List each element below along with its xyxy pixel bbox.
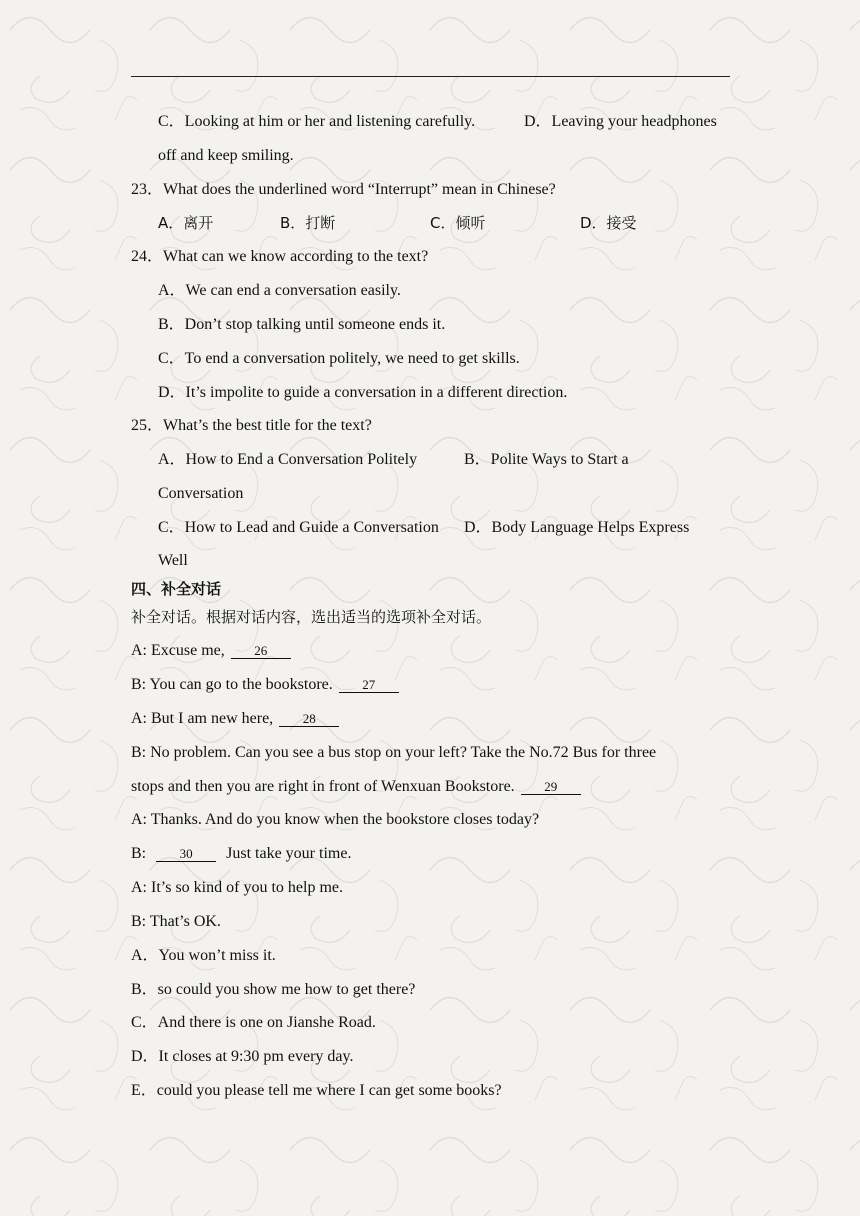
dialogue-text: A: Thanks. And do you know when the bookstore closes today?: [131, 811, 540, 828]
q24-option-c: C．To end a conversation politely, we need to get skills.: [158, 350, 520, 367]
q23-option-c: C．倾听: [430, 214, 486, 232]
header-rule: [131, 76, 730, 77]
dialogue-line: [131, 878, 343, 898]
q24-stem: 24．What can we know according to the text?: [131, 248, 429, 265]
dialogue-line: [131, 912, 221, 932]
dialogue-text: A: Excuse me,: [131, 642, 225, 659]
q24-option-b: B．Don’t stop talking until someone ends it.: [158, 316, 446, 333]
q22-option-d: D．Leaving your headphones: [524, 113, 717, 130]
dialogue-line: [131, 810, 539, 830]
q25-option-b-cont: Conversation: [158, 485, 244, 502]
dialogue-line: [131, 844, 351, 864]
dialogue-text: A: It’s so kind of you to help me.: [131, 879, 343, 896]
q25-stem: 25．What’s the best title for the text?: [131, 417, 372, 434]
dialogue-text: B:: [131, 845, 147, 862]
q23-option-d: D．接受: [580, 214, 637, 232]
q22-option-d-cont: off and keep smiling.: [158, 147, 294, 164]
q24-option-a: A．We can end a conversation easily.: [158, 282, 401, 299]
q25-option-a: A．How to End a Conversation Politely: [158, 451, 418, 468]
q23-option-a: A．离开: [158, 214, 214, 232]
answer-blank[interactable]: 29: [521, 779, 581, 795]
choice-e: E．could you please tell me where I can get some books?: [131, 1082, 502, 1099]
answer-blank[interactable]: 27: [339, 677, 399, 693]
q25-option-c: C．How to Lead and Guide a Conversation: [158, 519, 439, 536]
dialogue-text: stops and then you are right in front of Wenxuan Bookstore.: [131, 778, 515, 795]
q23-stem: 23．What does the underlined word “Interrupt” mean in Chinese?: [131, 181, 556, 198]
answer-blank[interactable]: 30: [156, 846, 216, 862]
dialogue-line: [131, 675, 399, 695]
dialogue-line: [131, 641, 291, 661]
section-heading: 四、补全对话: [131, 580, 222, 598]
dialogue-text: A: But I am new here,: [131, 710, 274, 727]
q25-option-d-cont: Well: [158, 552, 188, 569]
q25-option-d: D．Body Language Helps Express: [464, 519, 690, 536]
q23-option-b: B．打断: [280, 214, 336, 232]
dialogue-line: [131, 777, 581, 797]
q22-option-c: C．Looking at him or her and listening carefully.: [158, 113, 476, 130]
q24-option-d: D．It’s impolite to guide a conversation in a different direction.: [158, 384, 568, 401]
choice-d: D．It closes at 9:30 pm every day.: [131, 1048, 354, 1065]
choice-b: B．so could you show me how to get there?: [131, 981, 416, 998]
dialogue-line: [131, 709, 339, 729]
dialogue-text: B: That’s OK.: [131, 913, 221, 930]
dialogue-text: B: You can go to the bookstore.: [131, 676, 333, 693]
answer-blank[interactable]: 28: [279, 711, 339, 727]
q25-option-b: B．Polite Ways to Start a: [464, 451, 629, 468]
choice-c: C．And there is one on Jianshe Road.: [131, 1014, 376, 1031]
dialogue-line: [131, 743, 656, 763]
dialogue-text-after: Just take your time.: [226, 845, 352, 862]
section-instruction: 补全对话。根据对话内容，选出适当的选项补全对话。: [131, 608, 492, 626]
choice-a: A．You won’t miss it.: [131, 947, 276, 964]
dialogue-text: B: No problem. Can you see a bus stop on your left? Take the No.72 Bus for three: [131, 744, 657, 761]
answer-blank[interactable]: 26: [231, 643, 291, 659]
